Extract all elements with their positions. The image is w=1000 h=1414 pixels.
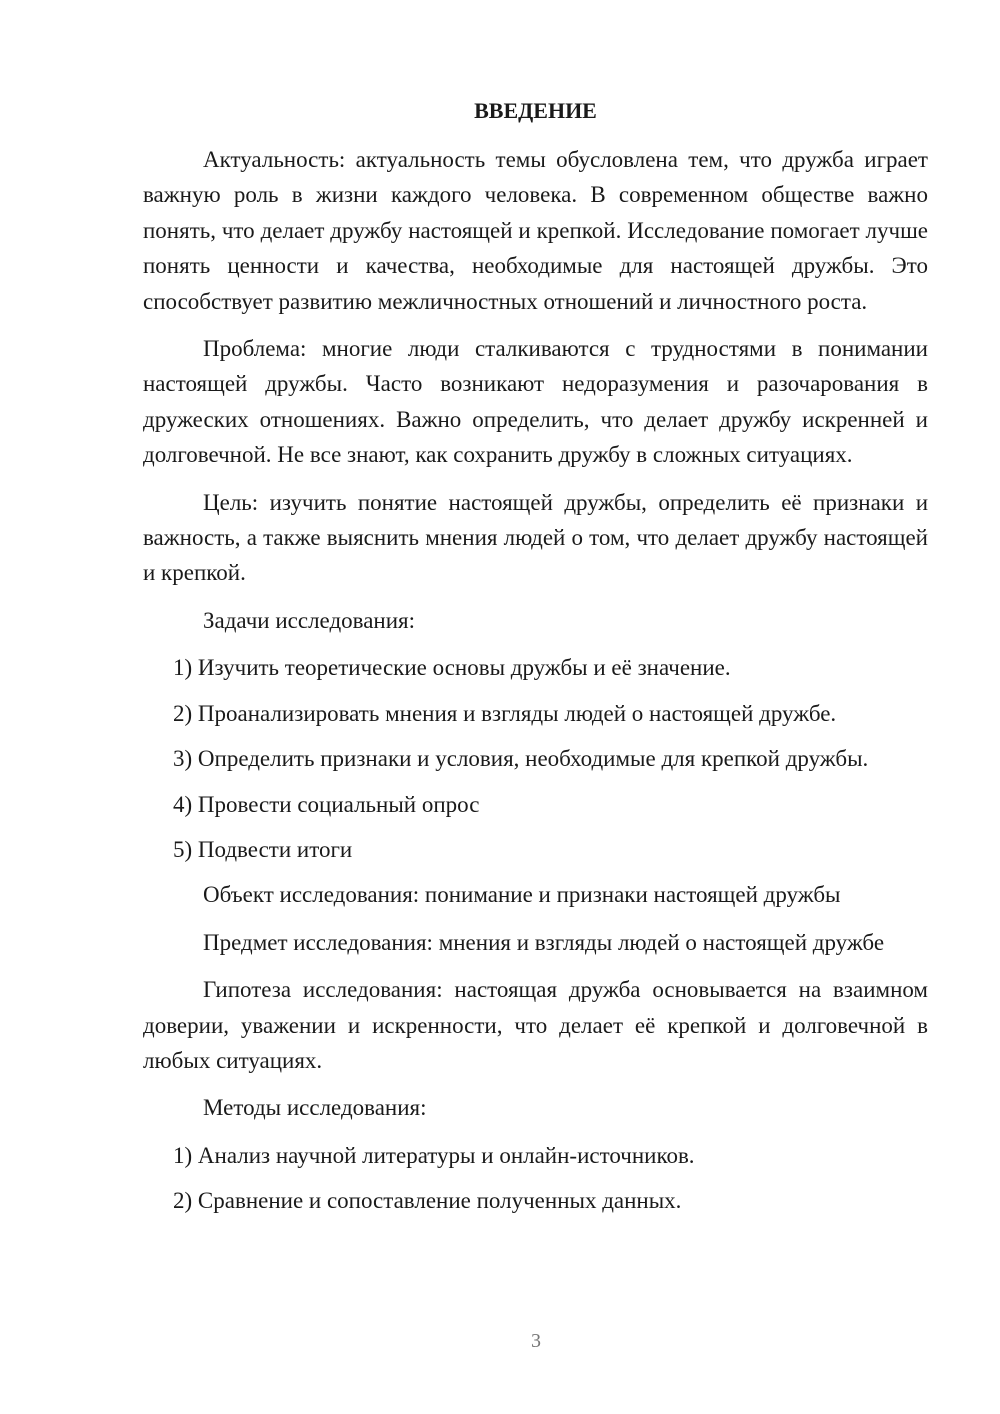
task-item: 5) Подвести итоги xyxy=(173,836,353,862)
tasks-heading: Задачи исследования: xyxy=(203,607,416,633)
page-content xyxy=(143,93,928,1229)
hypothesis-paragraph: Гипотеза исследования: настоящая дружба основывается на взаимном доверии, уважении и искренности, что делает её крепкой и долговечной в любых ситуациях. xyxy=(143,977,928,1073)
subject-paragraph: Предмет исследования: мнения и взгляды людей о настоящей дружбе xyxy=(203,929,885,955)
relevance-paragraph: Актуальность: актуальность темы обусловлена тем, что дружба играет важную роль в жизни каждого человека. В современном обществе важно понять, что делает дружбу настоящей и крепкой. Исследование помогает лучше понять ценности и качества, необходимые для настоящей дружбы. Это способствует развитию межличностных отношений и личностного роста. xyxy=(143,147,928,314)
problem-paragraph: Проблема: многие люди сталкиваются с трудностями в понимании настоящей дружбы. Часто возникают недоразумения и разочарования в дружеских отношениях. Важно определить, что делает дружбу искренней и долговечной. Не все знают, как сохранить дружбу в сложных ситуациях. xyxy=(143,336,928,468)
task-item: 2) Проанализировать мнения и взгляды людей о настоящей дружбе. xyxy=(173,700,837,726)
page-number: 3 xyxy=(531,1330,541,1352)
task-item: 4) Провести социальный опрос xyxy=(173,791,480,817)
goal-paragraph: Цель: изучить понятие настоящей дружбы, определить её признаки и важность, а также выяснить мнения людей о том, что делает дружбу настоящей и крепкой. xyxy=(143,489,928,586)
methods-heading: Методы исследования: xyxy=(203,1095,427,1121)
object-paragraph: Объект исследования: понимание и признаки настоящей дружбы xyxy=(203,882,841,908)
task-item: 1) Изучить теоретические основы дружбы и её значение. xyxy=(173,655,731,681)
section-title: ВВЕДЕНИЕ xyxy=(474,98,597,123)
method-item: 2) Сравнение и сопоставление полученных данных. xyxy=(173,1188,682,1214)
task-item: 3) Определить признаки и условия, необходимые для крепкой дружбы. xyxy=(173,746,869,772)
method-item: 1) Анализ научной литературы и онлайн-источников. xyxy=(173,1142,695,1168)
